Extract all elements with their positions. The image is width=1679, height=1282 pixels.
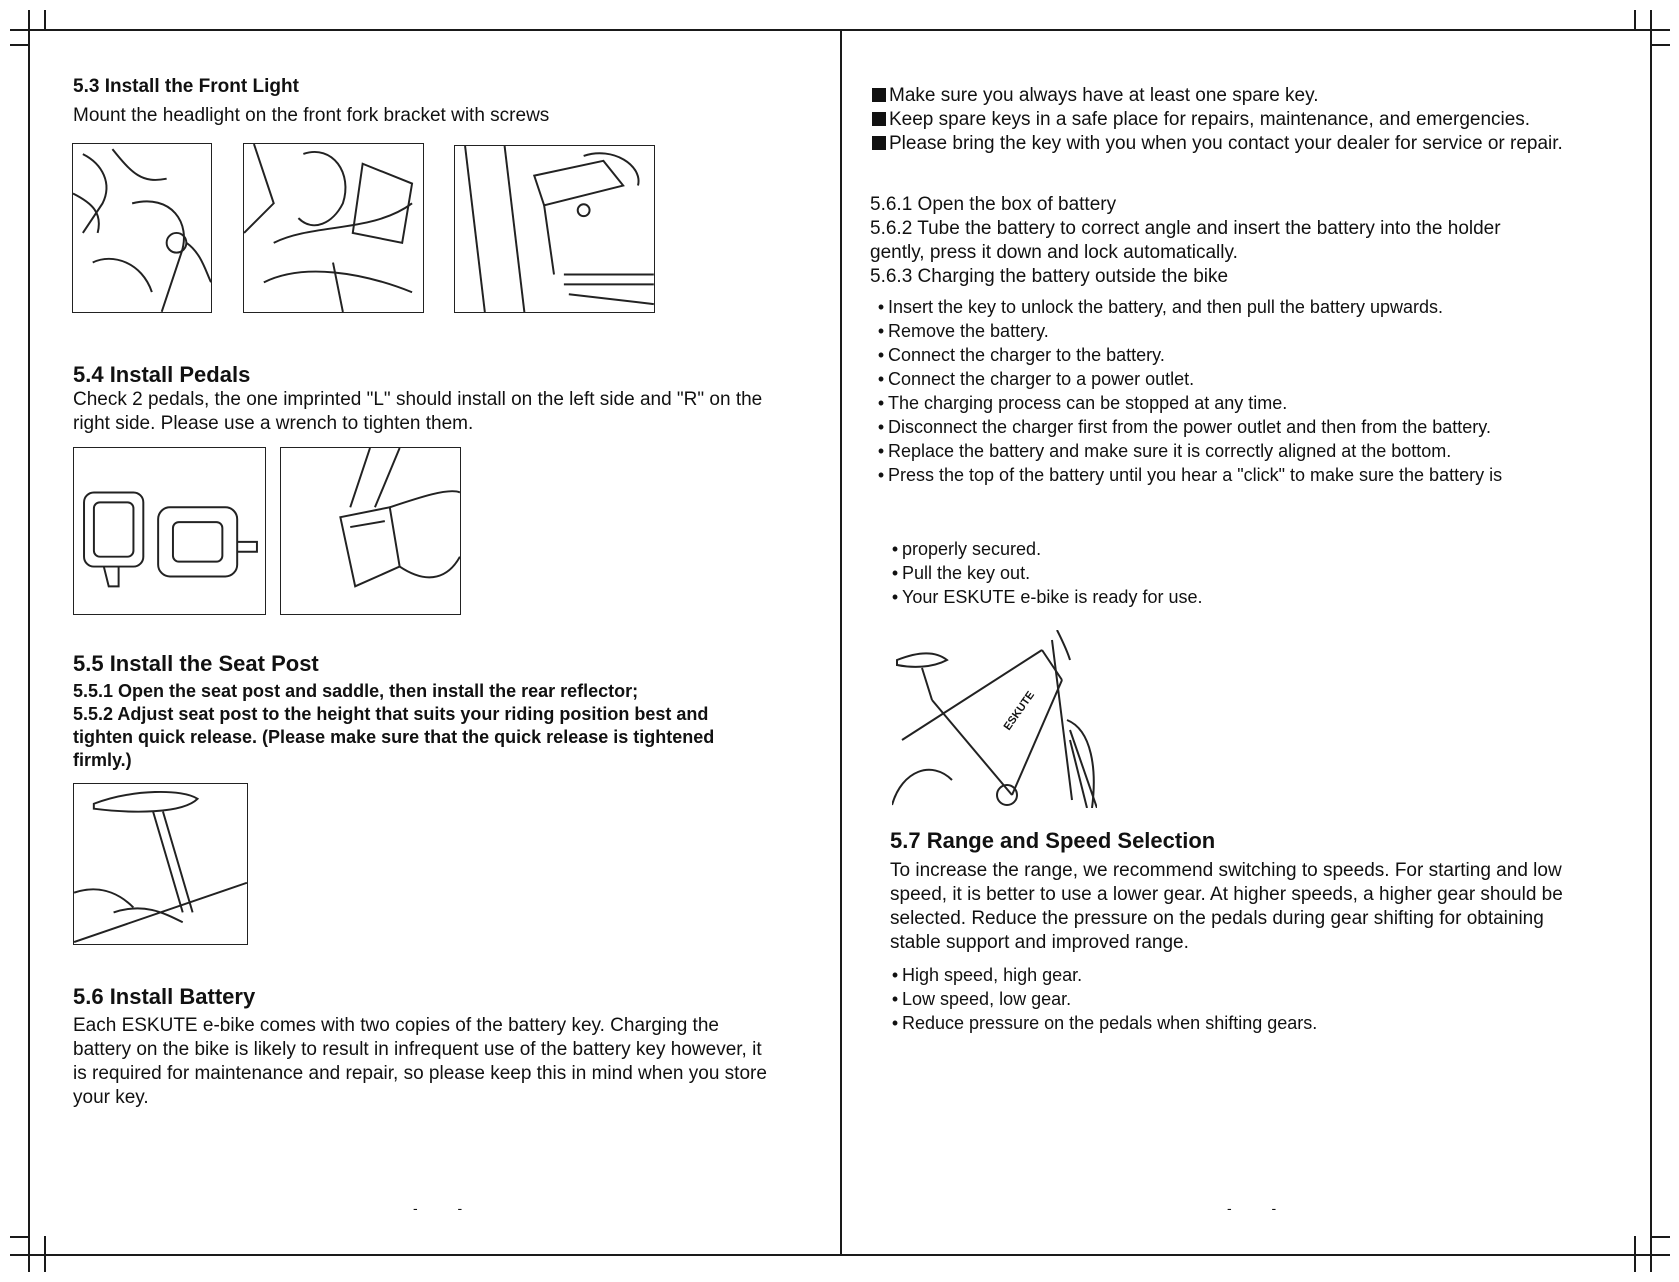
step-5-6-1: 5.6.1 Open the box of battery xyxy=(870,194,1117,215)
bullet-dot-icon: • xyxy=(891,587,899,607)
crop-mark-tl xyxy=(44,10,46,30)
bike-frame-logo: ESKUTE xyxy=(1001,689,1038,733)
list-item: • Pull the key out. xyxy=(888,561,1202,585)
crop-mark-br xyxy=(1634,1236,1636,1272)
section-5-7-line3: selected. Reduce the pressure on the pedals during gear shifting for obtaining xyxy=(890,908,1544,929)
frame-right-line xyxy=(1650,10,1652,1272)
headlight-figure-1 xyxy=(72,143,212,313)
section-5-6-heading: 5.6 Install Battery xyxy=(73,984,256,1009)
bullet-dot-icon: • xyxy=(877,441,885,461)
headlight-figure-2 xyxy=(243,143,424,313)
key-notes-list xyxy=(872,84,1563,156)
key-note-item: Please bring the key with you when you contact your dealer for service or repair. xyxy=(872,132,1563,156)
pedals-figure-2 xyxy=(280,447,461,615)
section-5-6-line4: your key. xyxy=(73,1087,149,1108)
section-5-7-line2: speed, it is better to use a lower gear. At higher speeds, a higher gear should be xyxy=(890,884,1563,905)
list-item: • Connect the charger to a power outlet. xyxy=(874,367,1502,391)
crop-mark-r1 xyxy=(1650,44,1670,46)
square-bullet-icon xyxy=(872,136,886,150)
bullet-dot-icon: • xyxy=(891,965,899,985)
crop-mark-r2 xyxy=(1650,1236,1670,1238)
list-item: • Reduce pressure on the pedals when shifting gears. xyxy=(888,1011,1317,1035)
section-5-3-heading: 5.3 Install the Front Light xyxy=(73,76,299,97)
square-bullet-icon xyxy=(872,88,886,102)
list-item: • Press the top of the battery until you hear a "click" to make sure the battery is xyxy=(874,463,1502,487)
speed-tips-list xyxy=(888,963,1317,1035)
left-page-number: - - xyxy=(413,1200,481,1216)
bullet-dot-icon: • xyxy=(877,417,885,437)
section-5-4-heading: 5.4 Install Pedals xyxy=(73,362,251,387)
section-5-5-line2: 5.5.2 Adjust seat post to the height that suits your riding position best and xyxy=(73,704,709,724)
crop-mark-bl xyxy=(44,1236,46,1272)
bullet-dot-icon: • xyxy=(877,393,885,413)
list-item: • Insert the key to unlock the battery, and then pull the battery upwards. xyxy=(874,295,1502,319)
section-5-7-heading: 5.7 Range and Speed Selection xyxy=(890,828,1216,853)
bullet-dot-icon: • xyxy=(877,465,885,485)
list-item: • properly secured. xyxy=(888,537,1202,561)
section-5-3-text: Mount the headlight on the front fork bracket with screws xyxy=(73,105,550,126)
key-note-item: Keep spare keys in a safe place for repairs, maintenance, and emergencies. xyxy=(872,108,1563,132)
seat-post-figure xyxy=(73,783,248,945)
bullet-dot-icon: • xyxy=(891,563,899,583)
section-5-5-line3: tighten quick release. (Please make sure that the quick release is tightened xyxy=(73,727,715,747)
list-item: • Remove the battery. xyxy=(874,319,1502,343)
list-item: • The charging process can be stopped at any time. xyxy=(874,391,1502,415)
section-5-6-line2: battery on the bike is likely to result in infrequent use of the battery key however, it xyxy=(73,1039,762,1060)
ebike-figure xyxy=(892,630,1097,808)
key-note-item: Make sure you always have at least one spare key. xyxy=(872,84,1563,108)
frame-left-line xyxy=(28,10,30,1272)
right-page-number: - - xyxy=(1227,1200,1295,1216)
section-5-6-line1: Each ESKUTE e-bike comes with two copies of the battery key. Charging the xyxy=(73,1015,719,1036)
square-bullet-icon xyxy=(872,112,886,126)
section-5-7-line1: To increase the range, we recommend switching to speeds. For starting and low xyxy=(890,860,1562,881)
step-5-6-2b: gently, press it down and lock automatically. xyxy=(870,242,1238,263)
continued-steps-list xyxy=(888,537,1202,609)
section-5-5-heading: 5.5 Install the Seat Post xyxy=(73,651,319,676)
bullet-dot-icon: • xyxy=(891,1013,899,1033)
headlight-figure-3 xyxy=(454,145,655,313)
section-5-4-line1: Check 2 pedals, the one imprinted "L" should install on the left side and "R" on the xyxy=(73,389,763,410)
section-5-6-line3: is required for maintenance and repair, so please keep this in mind when you store xyxy=(73,1063,767,1084)
page-divider xyxy=(840,29,842,1255)
pedals-figure-1 xyxy=(73,447,266,615)
list-item: • Disconnect the charger first from the power outlet and then from the battery. xyxy=(874,415,1502,439)
crop-mark-l2 xyxy=(10,1236,28,1238)
bullet-dot-icon: • xyxy=(877,321,885,341)
section-5-7-line4: stable support and improved range. xyxy=(890,932,1189,953)
bullet-dot-icon: • xyxy=(877,345,885,365)
bullet-dot-icon: • xyxy=(877,369,885,389)
charging-steps-list xyxy=(874,295,1502,487)
list-item: • Your ESKUTE e-bike is ready for use. xyxy=(888,585,1202,609)
section-5-5-line1: 5.5.1 Open the seat post and saddle, then install the rear reflector; xyxy=(73,681,639,701)
list-item: • Low speed, low gear. xyxy=(888,987,1317,1011)
list-item: • Connect the charger to the battery. xyxy=(874,343,1502,367)
crop-mark-l1 xyxy=(10,44,28,46)
step-5-6-2a: 5.6.2 Tube the battery to correct angle and insert the battery into the holder xyxy=(870,218,1501,239)
crop-mark-tr xyxy=(1634,10,1636,30)
section-5-5-line4: firmly.) xyxy=(73,750,132,770)
section-5-4-line2: right side. Please use a wrench to tighten them. xyxy=(73,413,474,434)
bullet-dot-icon: • xyxy=(877,297,885,317)
step-5-6-3: 5.6.3 Charging the battery outside the bike xyxy=(870,266,1229,287)
bullet-dot-icon: • xyxy=(891,539,899,559)
bullet-dot-icon: • xyxy=(891,989,899,1009)
list-item: • High speed, high gear. xyxy=(888,963,1317,987)
list-item: • Replace the battery and make sure it is correctly aligned at the bottom. xyxy=(874,439,1502,463)
